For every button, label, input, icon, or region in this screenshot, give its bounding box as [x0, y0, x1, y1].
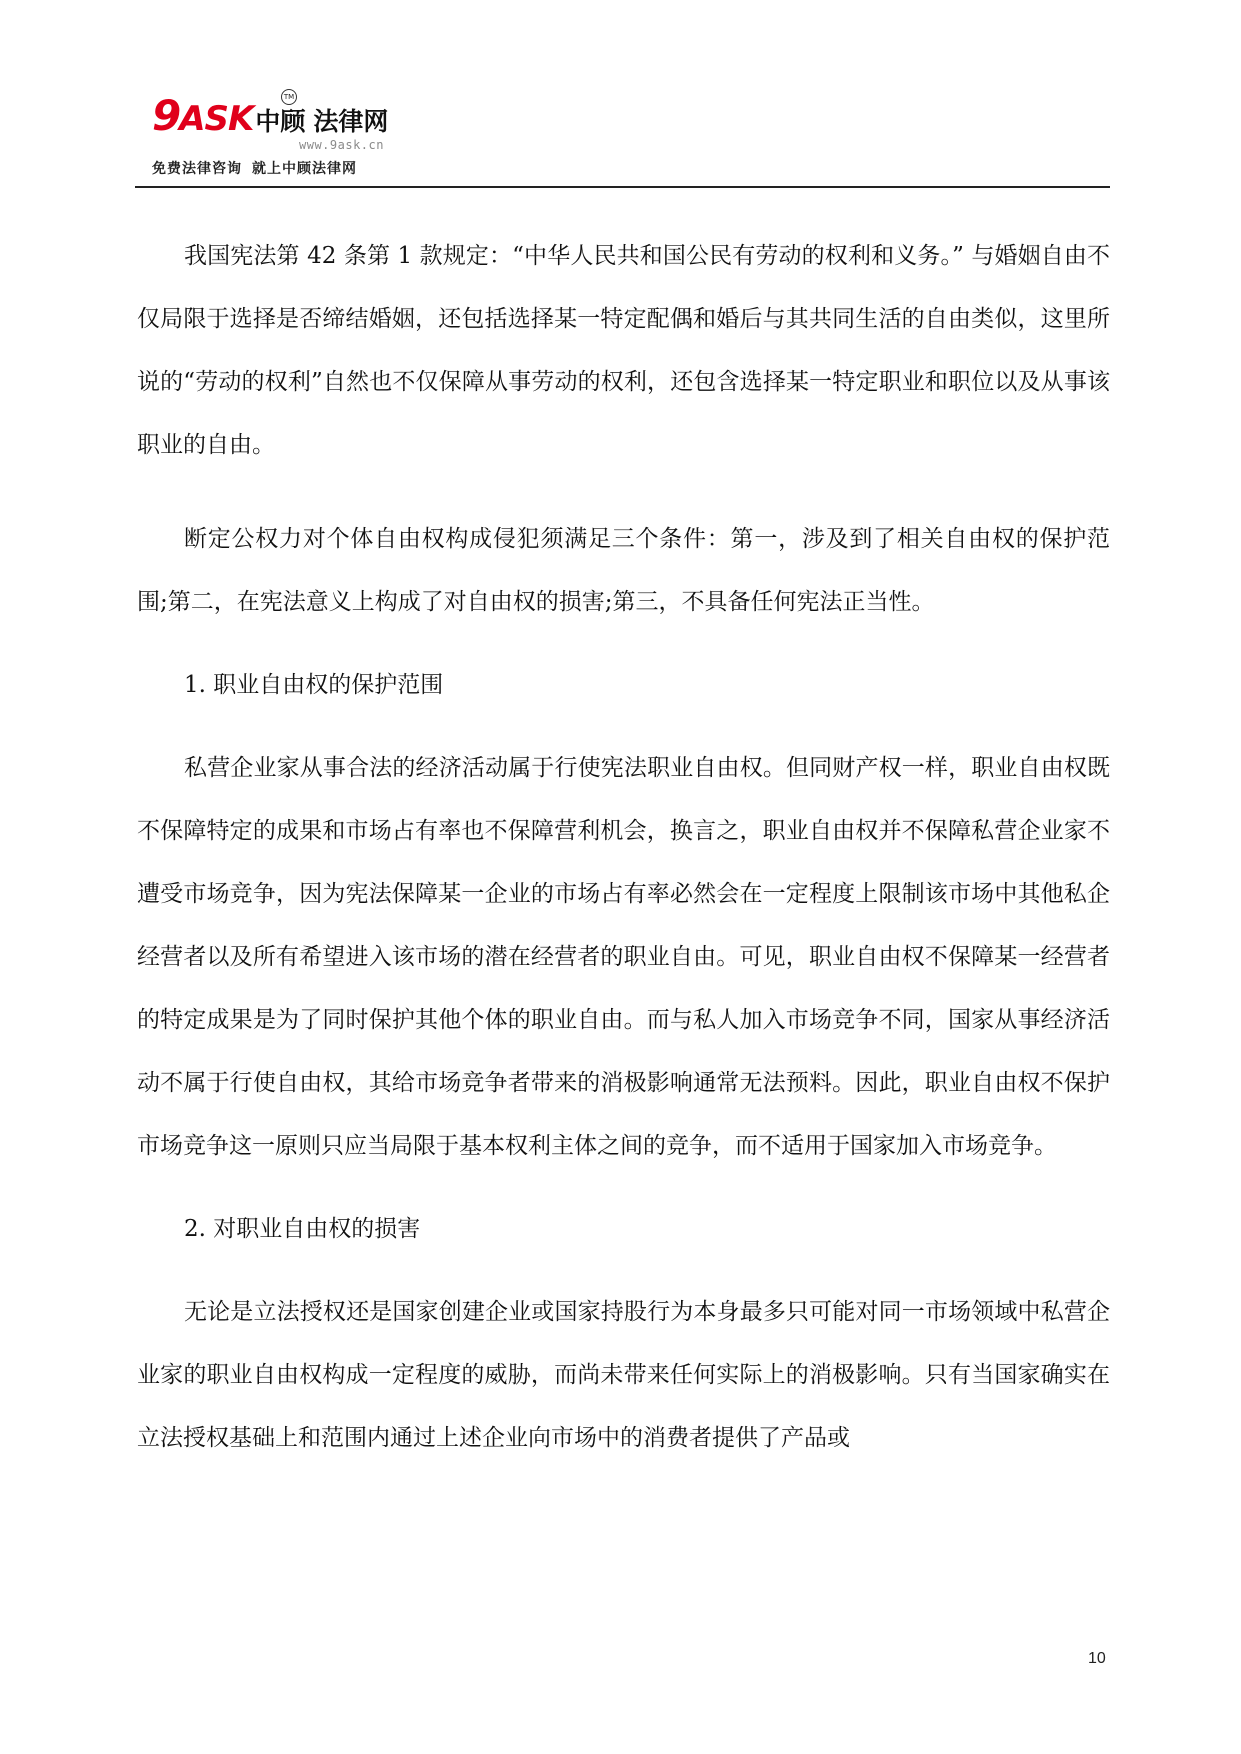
slogan-right: 就上中顾法律网 [252, 161, 357, 177]
section-heading-1: 1. 职业自由权的保护范围 [184, 672, 444, 698]
logo-brand-suffix: 法律网 [313, 107, 389, 136]
trademark-icon: TM [281, 89, 297, 105]
document-header [135, 88, 1110, 188]
logo-brand-cn: 中顾 [255, 107, 306, 136]
slogan-left: 免费法律咨询 [152, 161, 242, 177]
header-divider [135, 186, 1110, 188]
logo-slogan [152, 158, 357, 178]
section-heading-2: 2. 对职业自由权的损害 [184, 1216, 421, 1242]
paragraph-2: 断定公权力对个体自由权构成侵犯须满足三个条件：第一，涉及到了相关自由权的保护范围;第二，在宪法意义上构成了对自由权的损害;第三，不具备任何宪法正当性。 [137, 526, 1110, 615]
paragraph-4: 无论是立法授权还是国家创建企业或国家持股行为本身最多只可能对同一市场领域中私营企业家的职业自由权构成一定程度的威胁，而尚未带来任何实际上的消极影响。只有当国家确实在立法授权基础上和范围内通过上述企业向市场中的消费者提供了产品或 [137, 1299, 1110, 1451]
logo-url: www.9ask.cn [299, 138, 384, 152]
document-body [137, 225, 1110, 1470]
logo-nine: 9 [152, 91, 180, 140]
page-number: 10 [1088, 1650, 1106, 1667]
logo-9ask [152, 91, 412, 186]
paragraph-1: 我国宪法第 42 条第 1 款规定：“中华人民共和国公民有劳动的权利和义务。” 与婚姻自由不仅局限于选择是否缔结婚姻，还包括选择某一特定配偶和婚后与其共同生活的自由类似，这里所说的“劳动的权利”自然也不仅保障从事劳动的权利，还包含选择某一特定职业和职位以及从事该职业的自由。 [137, 243, 1110, 458]
logo-wordmark [152, 91, 389, 142]
logo-ask: ASK [179, 99, 254, 139]
paragraph-3: 私营企业家从事合法的经济活动属于行使宪法职业自由权。但同财产权一样，职业自由权既不保障特定的成果和市场占有率也不保障营利机会，换言之，职业自由权并不保障私营企业家不遭受市场竞争，因为宪法保障某一企业的市场占有率必然会在一定程度上限制该市场中其他私企经营者以及所有希望进入该市场的潜在经营者的职业自由。可见，职业自由权不保障某一经营者的特定成果是为了同时保护其他个体的职业自由。而与私人加入市场竞争不同，国家从事经济活动不属于行使自由权，其给市场竞争者带来的消极影响通常无法预料。因此，职业自由权不保护市场竞争这一原则只应当局限于基本权利主体之间的竞争，而不适用于国家加入市场竞争。 [137, 755, 1110, 1159]
